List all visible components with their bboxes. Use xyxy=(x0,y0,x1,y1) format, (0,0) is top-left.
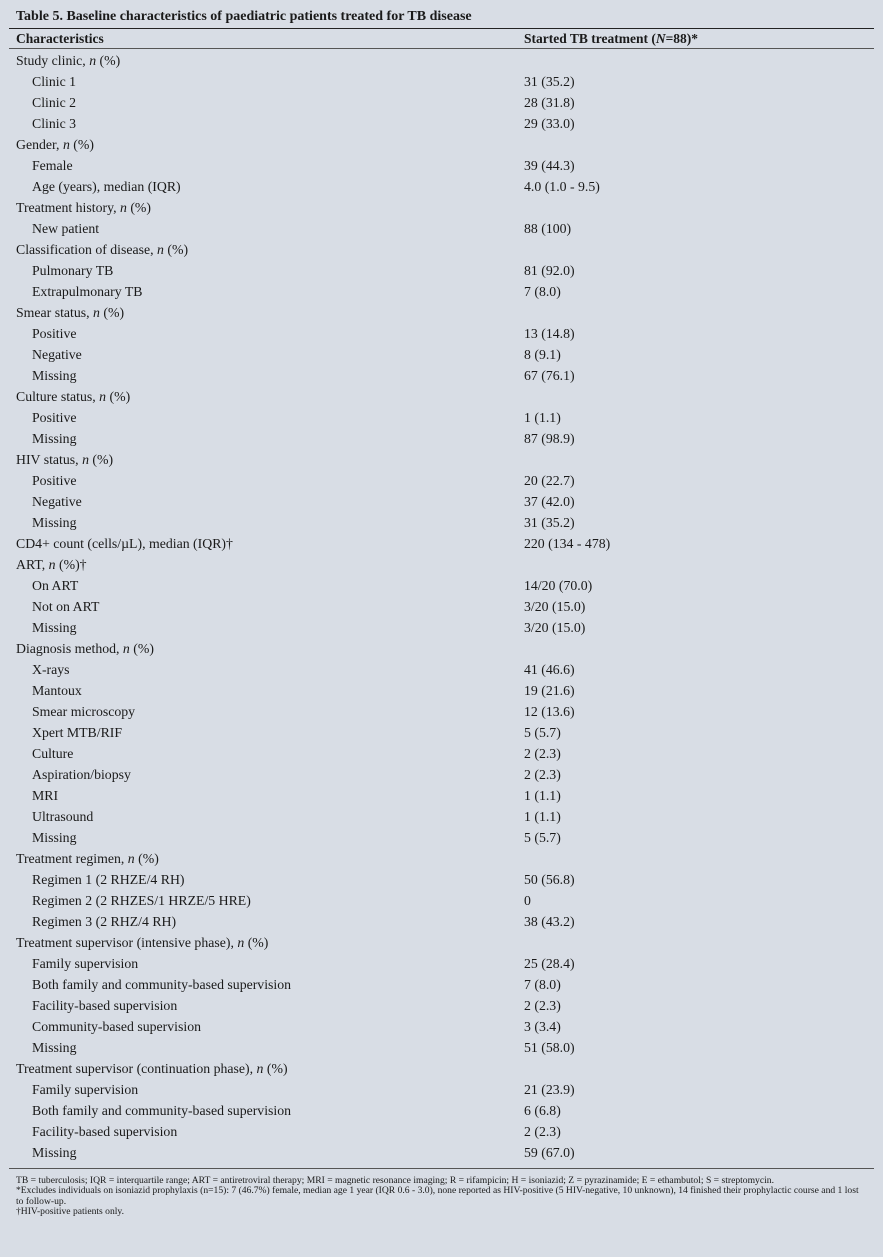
table-row xyxy=(0,302,883,323)
row-value: 7 (8.0) xyxy=(524,977,561,992)
row-value: 38 (43.2) xyxy=(524,914,575,929)
header-rule xyxy=(9,48,874,49)
table-row xyxy=(0,1100,883,1121)
table-row xyxy=(0,974,883,995)
table-row xyxy=(0,617,883,638)
row-label: Missing xyxy=(32,1145,77,1160)
table-row xyxy=(0,50,883,71)
table-row xyxy=(0,848,883,869)
table-row xyxy=(0,386,883,407)
row-value: 21 (23.9) xyxy=(524,1082,575,1097)
footnote-dagger: †HIV-positive patients only. xyxy=(16,1206,125,1218)
row-value: 13 (14.8) xyxy=(524,326,575,341)
row-label: Aspiration/biopsy xyxy=(32,767,131,782)
table-header xyxy=(0,30,883,48)
table-row xyxy=(0,995,883,1016)
footnote-star: *Excludes individuals on isoniazid prophylaxis (n=15): 7 (46.7%) female, median age 1 year (IQR 0.6 - 3.0), none reported as HIV-positive (5 HIV-negative, 10 unknown), 14 finished their prophylactic course and 1 lost to follow-up. xyxy=(16,1185,859,1207)
row-label: Xpert MTB/RIF xyxy=(32,725,123,740)
row-label: Positive xyxy=(32,473,77,488)
row-label: Ultrasound xyxy=(32,809,94,824)
table-row xyxy=(0,1079,883,1100)
row-label: Missing xyxy=(32,830,77,845)
table-row xyxy=(0,701,883,722)
row-value: 59 (67.0) xyxy=(524,1145,575,1160)
row-label: Pulmonary TB xyxy=(32,263,114,278)
table-row xyxy=(0,1016,883,1037)
row-label: MRI xyxy=(32,788,59,803)
row-label: Culture status, n (%) xyxy=(16,389,131,404)
row-value: 88 (100) xyxy=(524,221,572,236)
row-label: Positive xyxy=(32,410,77,425)
row-label: Smear status, n (%) xyxy=(16,305,125,320)
table-row xyxy=(0,890,883,911)
row-label: Missing xyxy=(32,620,77,635)
table-row xyxy=(0,218,883,239)
row-value: 87 (98.9) xyxy=(524,431,575,446)
row-value: 2 (2.3) xyxy=(524,767,561,782)
row-label: Female xyxy=(32,158,73,173)
row-label: Positive xyxy=(32,326,77,341)
bottom-rule xyxy=(9,1168,874,1169)
table-row xyxy=(0,407,883,428)
header-started-suffix: =88)* xyxy=(665,31,699,46)
row-label: Extrapulmonary TB xyxy=(32,284,143,299)
row-label: HIV status, n (%) xyxy=(16,452,114,467)
row-value: 28 (31.8) xyxy=(524,95,575,110)
row-label: Not on ART xyxy=(32,599,100,614)
row-label: Community-based supervision xyxy=(32,1019,201,1034)
row-value: 25 (28.4) xyxy=(524,956,575,971)
table-row xyxy=(0,344,883,365)
table-row xyxy=(0,1037,883,1058)
row-label: Diagnosis method, n (%) xyxy=(16,641,154,656)
row-value: 1 (1.1) xyxy=(524,788,561,803)
row-label: Clinic 1 xyxy=(32,74,77,89)
table-row xyxy=(0,869,883,890)
row-value: 2 (2.3) xyxy=(524,1124,561,1139)
table-row xyxy=(0,911,883,932)
table-row xyxy=(0,1142,883,1163)
table-footnotes xyxy=(16,1176,867,1218)
row-label: Regimen 3 (2 RHZ/4 RH) xyxy=(32,914,177,929)
table-body xyxy=(0,50,883,1163)
row-value: 31 (35.2) xyxy=(524,515,575,530)
row-value: 1 (1.1) xyxy=(524,809,561,824)
row-label: X-rays xyxy=(32,662,70,677)
row-label: Mantoux xyxy=(32,683,82,698)
table-row xyxy=(0,722,883,743)
row-label: Smear microscopy xyxy=(32,704,136,719)
row-value: 29 (33.0) xyxy=(524,116,575,131)
row-value: 220 (134 - 478) xyxy=(524,536,611,551)
table-row xyxy=(0,197,883,218)
table-row xyxy=(0,785,883,806)
table-row xyxy=(0,281,883,302)
header-started-treatment xyxy=(524,30,698,48)
table-row xyxy=(0,512,883,533)
row-value: 19 (21.6) xyxy=(524,683,575,698)
row-label: Family supervision xyxy=(32,956,139,971)
row-value: 39 (44.3) xyxy=(524,158,575,173)
header-started-prefix: Started TB treatment ( xyxy=(524,31,656,46)
row-label: Both family and community-based supervision xyxy=(32,977,292,992)
row-label: New patient xyxy=(32,221,100,236)
table-row xyxy=(0,764,883,785)
row-label: Treatment supervisor (intensive phase), n (%) xyxy=(16,935,269,950)
top-rule xyxy=(9,28,874,29)
row-label: CD4+ count (cells/µL), median (IQR)† xyxy=(16,536,233,551)
row-label: Study clinic, n (%) xyxy=(16,53,121,68)
row-label: Both family and community-based supervision xyxy=(32,1103,292,1118)
row-label: Clinic 2 xyxy=(32,95,77,110)
table-row xyxy=(0,575,883,596)
table-row xyxy=(0,260,883,281)
row-label: Classification of disease, n (%) xyxy=(16,242,189,257)
row-value: 3 (3.4) xyxy=(524,1019,561,1034)
table-row xyxy=(0,827,883,848)
row-label: Facility-based supervision xyxy=(32,1124,178,1139)
row-label: Regimen 2 (2 RHZES/1 HRZE/5 HRE) xyxy=(32,893,251,908)
table-row xyxy=(0,932,883,953)
row-value: 6 (6.8) xyxy=(524,1103,561,1118)
row-value: 51 (58.0) xyxy=(524,1040,575,1055)
header-characteristics: Characteristics xyxy=(16,31,104,46)
row-label: Clinic 3 xyxy=(32,116,77,131)
row-value: 3/20 (15.0) xyxy=(524,599,586,614)
row-value: 8 (9.1) xyxy=(524,347,561,362)
table-row xyxy=(0,71,883,92)
row-value: 5 (5.7) xyxy=(524,830,561,845)
table-row xyxy=(0,1058,883,1079)
table-row xyxy=(0,491,883,512)
row-value: 2 (2.3) xyxy=(524,998,561,1013)
row-label: Gender, n (%) xyxy=(16,137,94,152)
row-label: Missing xyxy=(32,431,77,446)
row-label: Negative xyxy=(32,494,82,509)
table-row xyxy=(0,365,883,386)
row-value: 67 (76.1) xyxy=(524,368,575,383)
row-value: 7 (8.0) xyxy=(524,284,561,299)
table-row xyxy=(0,953,883,974)
table-row xyxy=(0,554,883,575)
table-row xyxy=(0,470,883,491)
row-label: Age (years), median (IQR) xyxy=(32,179,181,194)
row-label: Missing xyxy=(32,1040,77,1055)
row-label: Family supervision xyxy=(32,1082,139,1097)
row-value: 31 (35.2) xyxy=(524,74,575,89)
row-label: Treatment supervisor (continuation phase), n (%) xyxy=(16,1061,288,1076)
row-value: 81 (92.0) xyxy=(524,263,575,278)
row-label: Facility-based supervision xyxy=(32,998,178,1013)
table-row xyxy=(0,155,883,176)
row-value: 20 (22.7) xyxy=(524,473,575,488)
table-row xyxy=(0,1121,883,1142)
row-label: Treatment regimen, n (%) xyxy=(16,851,159,866)
row-label: Regimen 1 (2 RHZE/4 RH) xyxy=(32,872,185,887)
row-value: 14/20 (70.0) xyxy=(524,578,593,593)
row-label: On ART xyxy=(32,578,79,593)
table-row xyxy=(0,806,883,827)
row-label: Missing xyxy=(32,515,77,530)
row-label: Negative xyxy=(32,347,82,362)
row-value: 4.0 (1.0 - 9.5) xyxy=(524,179,600,194)
row-value: 3/20 (15.0) xyxy=(524,620,586,635)
row-value: 37 (42.0) xyxy=(524,494,575,509)
row-label: Treatment history, n (%) xyxy=(16,200,152,215)
table-row xyxy=(0,134,883,155)
row-value: 0 xyxy=(524,893,531,908)
table-row xyxy=(0,428,883,449)
row-value: 2 (2.3) xyxy=(524,746,561,761)
footnote-abbreviations: TB = tuberculosis; IQR = interquartile range; ART = antiretroviral therapy; MRI = magnetic resonance imaging; R = rifampicin; H = isoniazid; Z = pyrazinamide; E = ethambutol; S = streptomycin. xyxy=(16,1175,774,1186)
row-value: 50 (56.8) xyxy=(524,872,575,887)
row-value: 1 (1.1) xyxy=(524,410,561,425)
header-started-n: N xyxy=(655,31,666,46)
table-row xyxy=(0,596,883,617)
row-label: Missing xyxy=(32,368,77,383)
table-row xyxy=(0,113,883,134)
table-row xyxy=(0,680,883,701)
row-label: ART, n (%)† xyxy=(16,557,87,572)
row-value: 5 (5.7) xyxy=(524,725,561,740)
row-label: Culture xyxy=(32,746,74,761)
table-row xyxy=(0,449,883,470)
table-row xyxy=(0,743,883,764)
table-title: Table 5. Baseline characteristics of paediatric patients treated for TB disease xyxy=(16,9,472,24)
table-row xyxy=(0,92,883,113)
table-row xyxy=(0,323,883,344)
table-row xyxy=(0,176,883,197)
table-row xyxy=(0,533,883,554)
row-value: 41 (46.6) xyxy=(524,662,575,677)
table-row xyxy=(0,659,883,680)
row-value: 12 (13.6) xyxy=(524,704,575,719)
table-row xyxy=(0,638,883,659)
table-row xyxy=(0,239,883,260)
